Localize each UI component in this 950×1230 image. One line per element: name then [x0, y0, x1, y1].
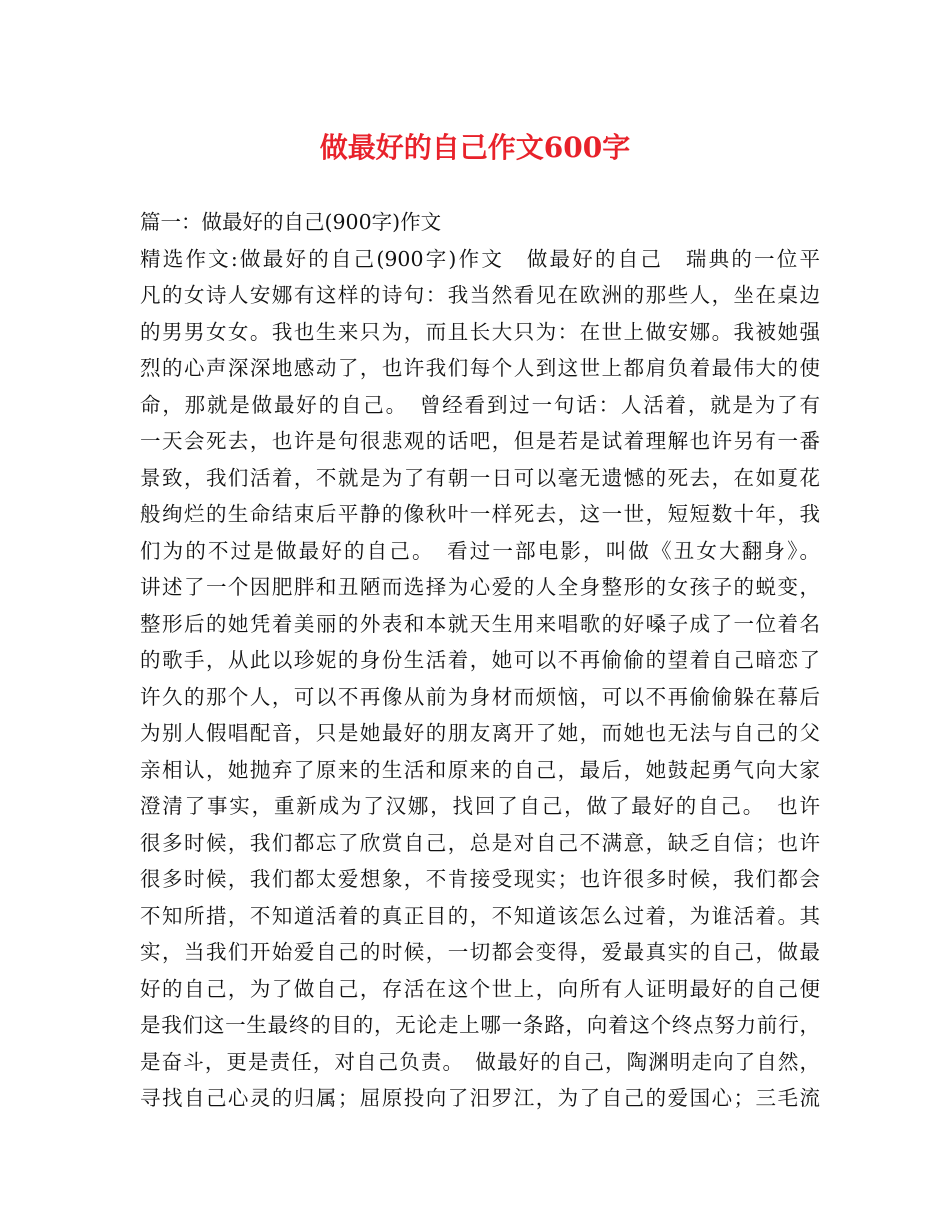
document-title: 做最好的自己作文600字: [319, 131, 631, 164]
body-line: 好的自己，为了做自己，存活在这个世上，向所有人证明最好的自己便: [140, 976, 820, 1001]
body-line: 很多时候，我们都忘了欣赏自己，总是对自己不满意，缺乏自信；也许: [140, 830, 820, 855]
body-line: 澄清了事实，重新成为了汉娜，找回了自己，做了最好的自己。 也许: [140, 794, 820, 818]
body-line: 是我们这一生最终的目的，无论走上哪一条路，向着这个终点努力前行，: [140, 1013, 820, 1037]
body-line: 们为的不过是做最好的自己。 看过一部电影，叫做《丑女大翻身》。: [140, 538, 820, 563]
body-line: 许久的那个人，可以不再像从前为身材而烦恼，可以不再偷偷躲在幕后: [140, 684, 820, 709]
body-line: 不知所措，不知道活着的真正目的，不知道该怎么过着，为谁活着。其: [140, 903, 820, 928]
body-line: 般绚烂的生命结束后平静的像秋叶一样死去，这一世，短短数十年，我: [140, 502, 820, 526]
body-line: 一天会死去，也许是句很悲观的话吧，但是若是试着理解也许另有一番: [140, 429, 820, 453]
body-line: 讲述了一个因肥胖和丑陋而选择为心爱的人全身整形的女孩子的蜕变，: [140, 575, 820, 599]
subtitle-line: 篇一：做最好的自己(900字)作文: [140, 210, 442, 234]
document-body: [140, 204, 820, 1117]
body-line: 精选作文:做最好的自己(900字)作文 做最好的自己 瑞典的一位平: [140, 246, 820, 271]
body-line: 为别人假唱配音，只是她最好的朋友离开了她，而她也无法与自己的父: [140, 721, 820, 745]
body-line: 实，当我们开始爱自己的时候，一切都会变得，爱最真实的自己，做最: [140, 940, 820, 964]
body-line: 命，那就是做最好的自己。 曾经看到过一句话：人活着，就是为了有: [140, 392, 820, 417]
body-line: 景致，我们活着，不就是为了有朝一日可以毫无遗憾的死去，在如夏花: [140, 465, 820, 490]
body-line: 很多时候，我们都太爱想象，不肯接受现实；也许很多时候，我们都会: [140, 867, 820, 891]
body-line: 烈的心声深深地感动了，也许我们每个人到这世上都肩负着最伟大的使: [140, 356, 820, 380]
body-line: 的男男女女。我也生来只为，而且长大只为：在世上做安娜。我被她强: [140, 319, 820, 344]
body-line: 凡的女诗人安娜有这样的诗句：我当然看见在欧洲的那些人，坐在桌边: [140, 283, 820, 307]
body-line: 的歌手，从此以珍妮的身份生活着，她可以不再偷偷的望着自己暗恋了: [140, 648, 820, 672]
body-line: 亲相认，她抛弃了原来的生活和原来的自己，最后，她鼓起勇气向大家: [140, 757, 820, 782]
body-line: 是奋斗，更是责任，对自己负责。 做最好的自己，陶渊明走向了自然，: [140, 1049, 820, 1074]
body-line: 整形后的她凭着美丽的外表和本就天生用来唱歌的好嗓子成了一位着名: [140, 611, 820, 636]
body-line: 寻找自己心灵的归属；屈原投向了汨罗江，为了自己的爱国心；三毛流: [140, 1086, 820, 1110]
